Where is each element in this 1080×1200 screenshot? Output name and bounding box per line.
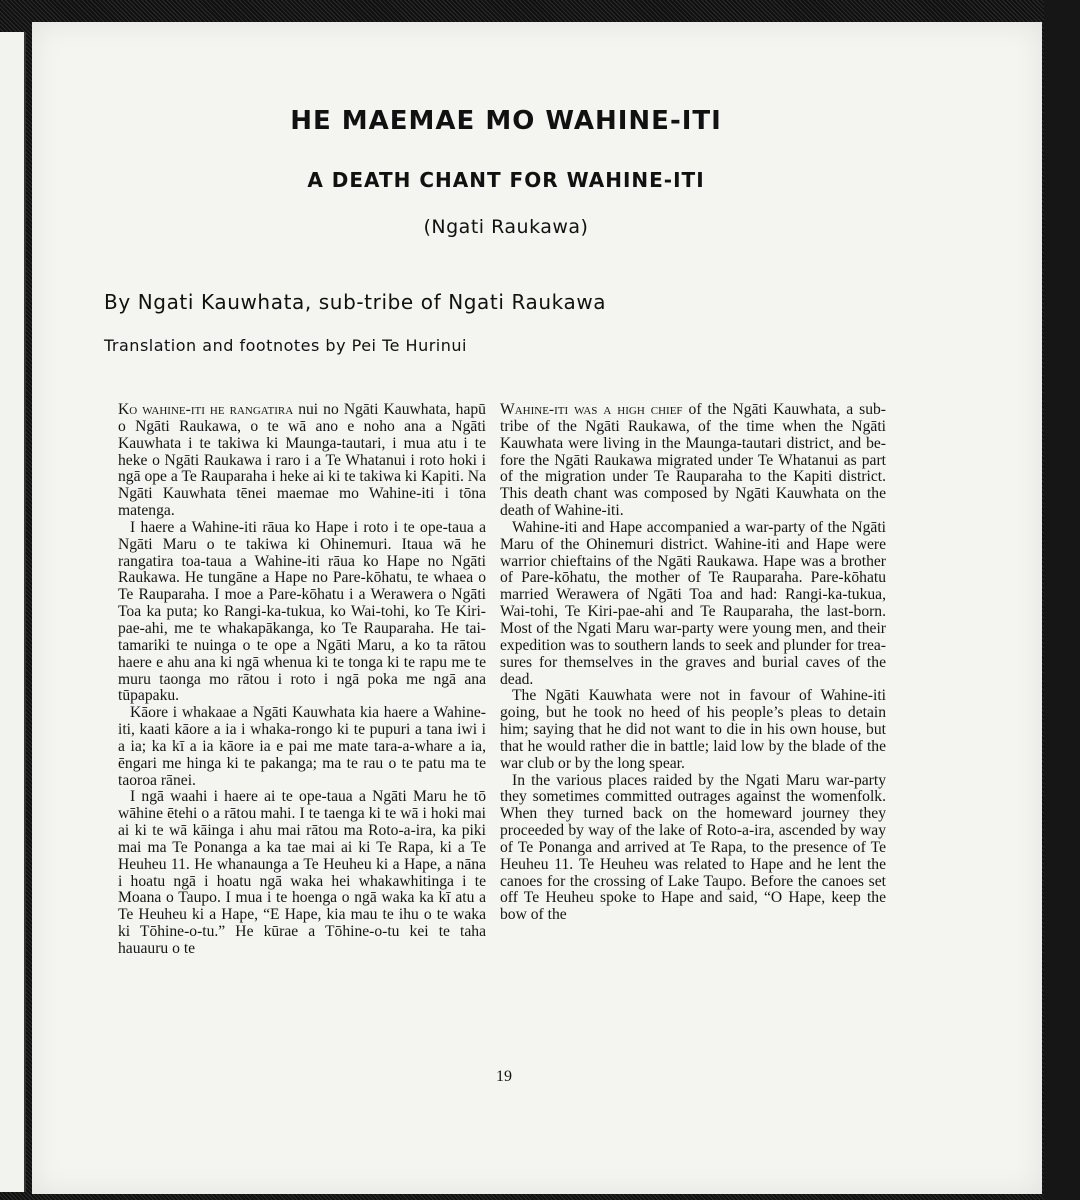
page-number: 19 (496, 1068, 512, 1085)
maori-paragraph-4: I ngā waahi i haere ai te ope-taua a Ngāti Maru he tō wāhine ētehi o a rātou mahi. I te taenga ki te wā i hoki mai ai ki te wā kāinga i ahu mai rātou ma Roto-a-ira, ka piki mai ma Te Ponanga a ka tae mai ai ki Te Rapa, ki a Te Heuheu 11. He whanaunga a Te Heuheu ki a Hape, a nāna i hoatu ngā i hoatu ngā waka hei whakawhitinga i te Moana o Taupo. I mua i te hoenga o ngā waka ka kī atu a Te Heuheu ki a Hape, “E Hape, kia mau te ihu o te waka ki Tōhine-o-tu.” He kūrae a Tōhine-o-tu kei te taha hauauru o te (118, 788, 486, 957)
maori-lead-smallcaps: Ko wahine-iti he rangatira (118, 401, 294, 418)
maori-paragraph-3: Kāore i whakaae a Ngāti Kauwhata kia haere a Wahine-iti, kaati kāore a ia i whaka-rongo ki te pupuri a tana iwi i a ia; ka kī a ia kāore ia e pai me mate tara-a-whare a ia, ēngari me hinga ki te pakanga; ma te rau o te patu ma te taoroa rānei. (118, 704, 486, 789)
english-paragraph-1 (500, 402, 886, 520)
maori-paragraph-1 (118, 402, 486, 520)
translator-byline: Translation and footnotes by Pei Te Hurinui (104, 336, 467, 355)
english-paragraph-1-text: of the Ngāti Kauwhata, a sub-tribe of the Ngāti Raukawa, of the time when the Ngāti Kauwhata were living in the Maunga-tautari district, and be-fore the Ngāti Raukawa migrated under Te Whatanui as part of the migration under Te Rauparaha to the Kapiti district. This death chant was composed by Ngāti Kauwhata on the death of Wahine-iti. (500, 401, 886, 520)
english-paragraph-4: In the various places raided by the Ngati Maru war-party they sometimes committed outrages against the womenfolk. When they turned back on the homeward journey they proceeded by way of the lake of Roto-a-ira, ascended by way of Te Ponanga and arrived at Te Rapa, to the presence of Te Heuheu 11. Te Heuheu was related to Hape and he lent the canoes for the crossing of Lake Taupo. Before the canoes set off Te Heuheu spoke to Hape and said, “O Hape, keep the bow of the (500, 771, 886, 924)
title-english: A DEATH CHANT FOR WAHINE-ITI (307, 168, 705, 192)
english-lead-smallcaps: Wahine-iti was a high chief (500, 401, 683, 418)
title-maori: HE MAEMAE MO WAHINE-ITI (290, 106, 722, 136)
english-paragraph-3: The Ngāti Kauwhata were not in favour of Wahine-iti going, but he took no heed of his people’s pleas to detain him; saying that he did not want to die in his own house, but that he would rather die in battle; laid low by the blade of the war club or by the long spear. (500, 687, 886, 772)
previous-page-edge (0, 32, 26, 1192)
author-byline: By Ngati Kauwhata, sub-tribe of Ngati Raukawa (104, 290, 607, 314)
english-paragraph-2: Wahine-iti and Hape accompanied a war-party of the Ngāti Maru of the Ohinemuri district. Wahine-iti and Hape were warrior chieftains of the Ngāti Raukawa. Hape was a brother of Pare-kōhatu, the mother of Te Rauparaha. Pare-kōhatu married Werawera of Ngāti Toa and had: Rangi-ka-tukua, Wai-tohi, Te Kiri-pae-ahi and Te Rauparaha, the last-born. Most of the Ngati Maru war-party were young men, and their expedition was to southern lands to seek and plunder for trea-sures for themselves in the graves and burial caves of the dead. (500, 518, 886, 688)
maori-text-column (118, 402, 486, 958)
right-margin-edge (1044, 0, 1080, 1200)
english-text-column (500, 402, 886, 924)
document-page (32, 22, 1042, 1194)
tribe-subtitle: (Ngati Raukawa) (423, 216, 589, 238)
maori-paragraph-1-text: nui no Ngāti Kauwhata, hapū o Ngāti Raukawa, o te wā ano e noho ana a Ngāti Kauwhata i te takiwa ki Maunga-tautari, i mua atu i te heke o Ngāti Raukawa i raro i a Te Whatanui i roto hoki i ngā ope a Te Rauparaha i heke ai ki te takiwa ki Kapiti. Na Ngāti Kauwhata tēnei maemae mo Wahine-iti i tōna matenga. (118, 401, 486, 520)
maori-paragraph-2: I haere a Wahine-iti rāua ko Hape i roto i te ope-taua a Ngāti Maru o te takiwa ki Ohinemuri. Itaua wā he rangatira toa-taua a Wahine-iti rāua ko Hape no Ngāti Raukawa. He tungāne a Hape no Pare-kōhatu, te whaea o Te Rauparaha. I moe a Pare-kōhatu i a Werawera o Ngāti Toa ka puta; ko Rangi-ka-tukua, ko Wai-tohi, ko Te Kiri-pae-ahi, me te whakapākanga, ko Te Rauparaha. He tai-tamariki te nuinga o te ope a Ngāti Maru, a ko ta rātou haere e ahu ana ki ngā whenua ki te tonga ki te rapu me te muru taonga mo rātou i roto i ngā poka me ngā ana tūpapaku. (118, 518, 486, 705)
